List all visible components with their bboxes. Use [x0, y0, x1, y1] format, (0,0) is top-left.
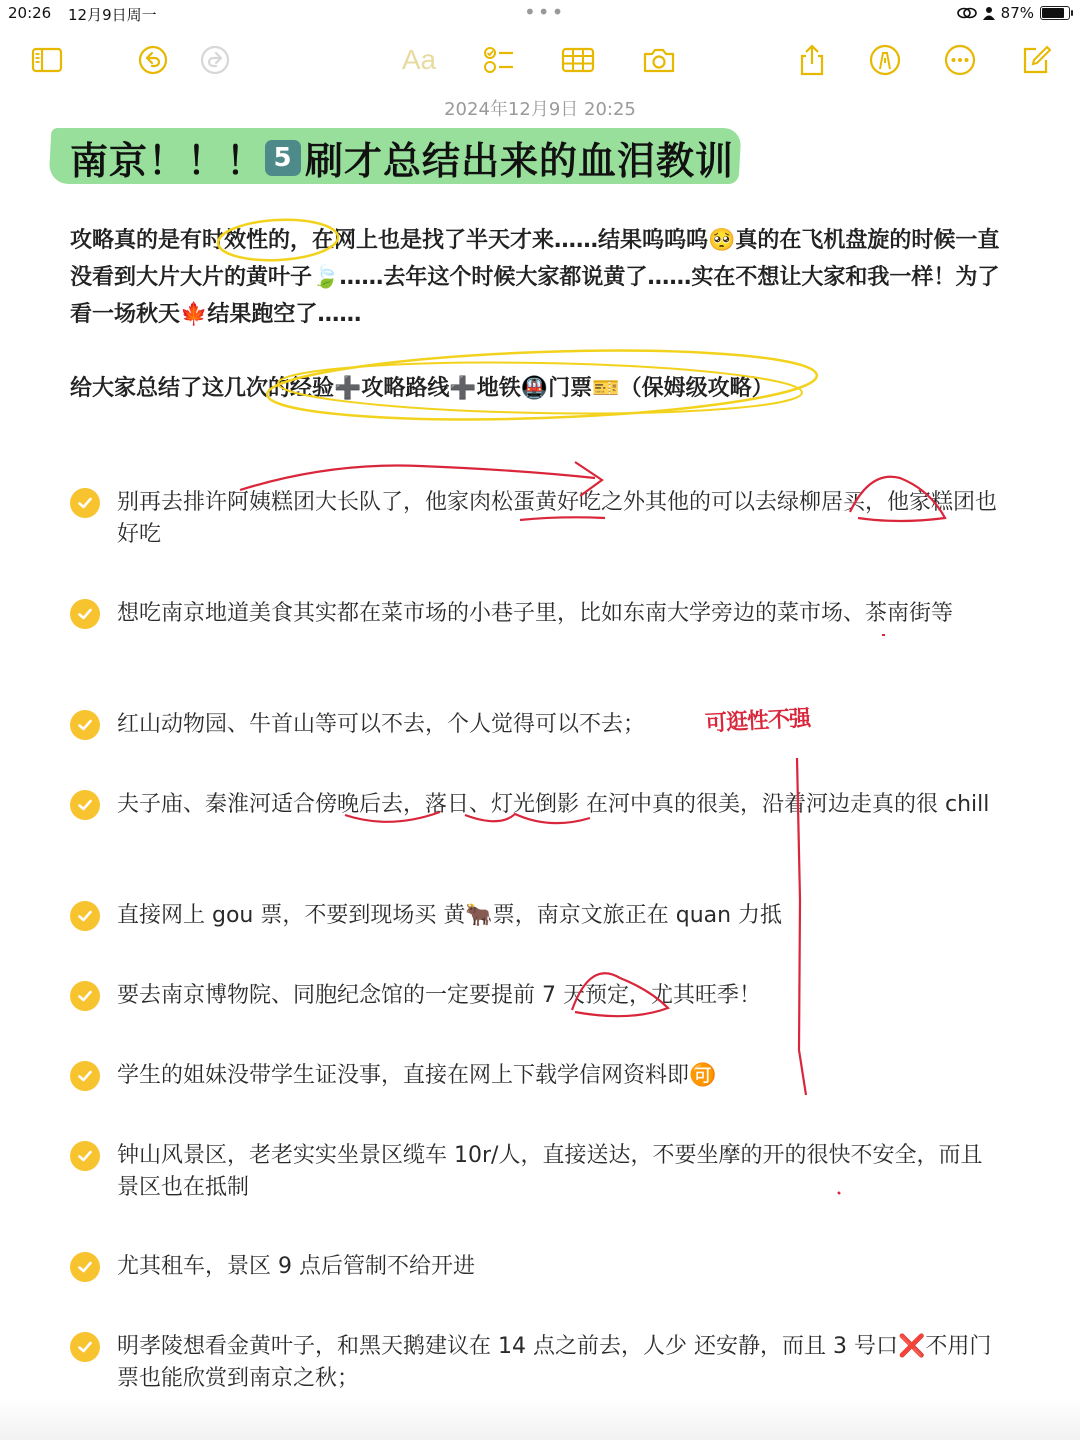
sidebar-icon[interactable]: [25, 38, 69, 82]
checklist-item: [70, 1251, 1010, 1283]
checked-circle-icon[interactable]: [70, 790, 100, 820]
note-title-block[interactable]: [50, 124, 740, 188]
number-badge: 5: [265, 140, 301, 176]
checklist-item: [70, 709, 1010, 741]
link-icon: [957, 6, 977, 20]
checklist-item-text[interactable]: 别再去排许阿姨糕团大长队了，他家肉松蛋黄好吃之外其他的可以去绿柳居买，他家糕团也好吃: [117, 490, 998, 547]
share-icon[interactable]: [790, 38, 834, 82]
checklist-item: [70, 789, 1010, 821]
checklist-item-text[interactable]: 尤其租车，景区 9 点后管制不给开进: [117, 1254, 475, 1279]
checklist-item-text[interactable]: 红山动物园、牛首山等可以不去，个人觉得可以不去；: [117, 712, 646, 737]
checked-circle-icon[interactable]: [70, 1061, 100, 1091]
summary-line[interactable]: 给大家总结了这几次的经验➕攻略路线➕地铁🚇门票🎫（保姆级攻略）: [70, 376, 774, 401]
bottom-fade: [0, 1400, 1080, 1440]
checklist-item: [70, 1060, 1010, 1092]
checklist-item-text[interactable]: 钟山风景区，老老实实坐景区缆车 10r/人，直接送达，不要坐摩的开的很快不安全，而且景区也在抵制: [117, 1143, 983, 1200]
checklist-item: [70, 487, 1010, 551]
checklist-item-text[interactable]: 夫子庙、秦淮河适合傍晚后去，落日、灯光倒影 在河中真的很美，沿着河边走真的很 chill: [117, 792, 990, 817]
checked-circle-icon[interactable]: [70, 710, 100, 740]
checked-circle-icon[interactable]: [70, 599, 100, 629]
checklist-item-text[interactable]: 想吃南京地道美食其实都在菜市场的小巷子里，比如东南大学旁边的菜市场、茶南街等: [117, 601, 954, 626]
undo-icon[interactable]: [131, 38, 175, 82]
checked-circle-icon[interactable]: [70, 1332, 100, 1362]
format-label: Aa: [401, 44, 437, 75]
person-icon: [983, 6, 995, 20]
status-time: 20:26: [8, 4, 52, 22]
checklist-item: [70, 980, 1010, 1012]
checked-circle-icon[interactable]: [70, 1141, 100, 1171]
checked-circle-icon[interactable]: [70, 488, 100, 518]
markup-icon[interactable]: [863, 38, 907, 82]
table-icon[interactable]: [556, 38, 600, 82]
battery-percent: 87%: [1000, 4, 1034, 22]
checklist-item-text[interactable]: 明孝陵想看金黄叶子，和黑天鹅建议在 14 点之前去，人少 还安静，而且 3 号口❌不用门票也能欣赏到南京之秋；: [117, 1334, 992, 1391]
checklist-item-text[interactable]: 学生的姐妹没带学生证没事，直接在网上下载学信网资料即🉑: [117, 1063, 717, 1088]
compose-icon[interactable]: [1014, 38, 1058, 82]
checked-circle-icon[interactable]: [70, 1252, 100, 1282]
handwritten-note: 可逛性不强: [704, 705, 811, 737]
text-format-icon[interactable]: [397, 38, 441, 82]
battery-icon: [1040, 6, 1070, 20]
title-suffix: 刷才总结出来的血泪教训: [305, 139, 735, 183]
status-right: [957, 4, 1070, 22]
redo-icon[interactable]: [193, 38, 237, 82]
camera-icon[interactable]: [637, 38, 681, 82]
checklist-item: [70, 900, 1010, 932]
checked-circle-icon[interactable]: [70, 981, 100, 1011]
status-bar: [0, 0, 1080, 28]
checklist-item: [70, 1140, 1010, 1204]
checklist-item-text[interactable]: 直接网上 gou 票，不要到现场买 黄🐂票，南京文旅正在 quan 力抵: [117, 903, 783, 928]
status-date: 12月9日周一: [68, 6, 157, 24]
note-timestamp: 2024年12月9日 20:25: [444, 99, 636, 120]
more-icon[interactable]: [938, 38, 982, 82]
checklist-item-text[interactable]: 要去南京博物院、同胞纪念馆的一定要提前 7 天预定，尤其旺季！: [117, 983, 761, 1008]
title-prefix: 南京！！！: [70, 139, 266, 183]
checklist-icon[interactable]: [477, 38, 521, 82]
checklist-item: [70, 598, 1010, 630]
intro-paragraph[interactable]: 攻略真的是有时效性的，在网上也是找了半天才来……结果呜呜呜🥺真的在飞机盘旋的时候一直没看到大片大片的黄叶子🍃……去年这个时候大家都说黄了……实在不想让大家和我一样！为了看一场秋天🍁结果跑空了……: [70, 228, 1000, 327]
multitask-dots-icon[interactable]: •••: [524, 0, 566, 24]
notes-toolbar: [0, 38, 1080, 84]
checked-circle-icon[interactable]: [70, 901, 100, 931]
checklist-item: [70, 1331, 1010, 1395]
note-title: [70, 130, 734, 185]
